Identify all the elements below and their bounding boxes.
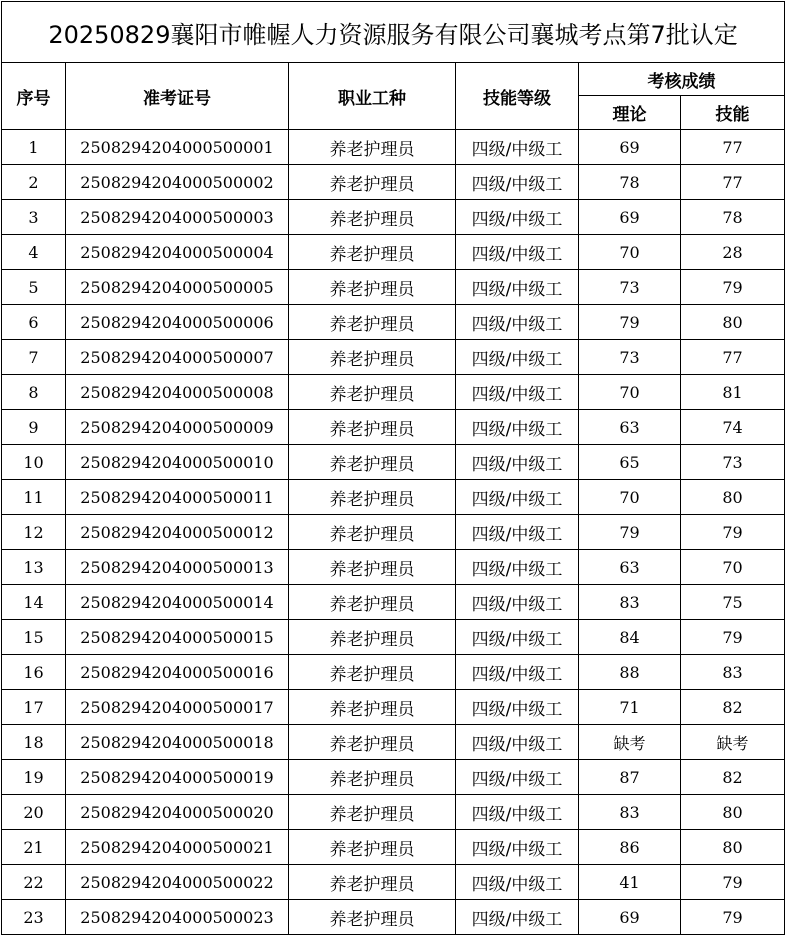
table-row (2, 585, 785, 620)
cell-exam-id: 2508294204000500023 (66, 900, 289, 935)
cell-skill-level: 四级/中级工 (456, 830, 579, 865)
cell-seq: 5 (2, 270, 66, 305)
header-assessment: 考核成绩 (579, 63, 785, 96)
cell-occupation: 养老护理员 (289, 340, 456, 375)
table-row (2, 830, 785, 865)
cell-skill-score: 77 (681, 165, 785, 200)
cell-exam-id: 2508294204000500011 (66, 480, 289, 515)
cell-exam-id: 2508294204000500001 (66, 130, 289, 165)
cell-seq: 2 (2, 165, 66, 200)
table-row (2, 760, 785, 795)
cell-exam-id: 2508294204000500006 (66, 305, 289, 340)
table-row (2, 865, 785, 900)
cell-exam-id: 2508294204000500018 (66, 725, 289, 760)
cell-occupation: 养老护理员 (289, 760, 456, 795)
cell-skill-level: 四级/中级工 (456, 760, 579, 795)
cell-occupation: 养老护理员 (289, 690, 456, 725)
table-row (2, 235, 785, 270)
cell-exam-id: 2508294204000500017 (66, 690, 289, 725)
cell-exam-id: 2508294204000500009 (66, 410, 289, 445)
cell-skill-score: 77 (681, 340, 785, 375)
header-seq: 序号 (2, 63, 66, 130)
cell-skill-score: 75 (681, 585, 785, 620)
cell-exam-id: 2508294204000500002 (66, 165, 289, 200)
cell-seq: 3 (2, 200, 66, 235)
cell-occupation: 养老护理员 (289, 550, 456, 585)
cell-skill-score: 74 (681, 410, 785, 445)
cell-theory-score: 73 (579, 270, 681, 305)
cell-skill-score: 79 (681, 900, 785, 935)
cell-skill-score: 缺考 (681, 725, 785, 760)
cell-skill-level: 四级/中级工 (456, 340, 579, 375)
cell-skill-level: 四级/中级工 (456, 445, 579, 480)
table-row (2, 725, 785, 760)
cell-skill-level: 四级/中级工 (456, 480, 579, 515)
cell-seq: 11 (2, 480, 66, 515)
cell-seq: 23 (2, 900, 66, 935)
table-row (2, 795, 785, 830)
cell-seq: 14 (2, 585, 66, 620)
cell-skill-level: 四级/中级工 (456, 515, 579, 550)
cell-skill-level: 四级/中级工 (456, 690, 579, 725)
cell-exam-id: 2508294204000500022 (66, 865, 289, 900)
cell-occupation: 养老护理员 (289, 375, 456, 410)
cell-occupation: 养老护理员 (289, 900, 456, 935)
cell-skill-score: 80 (681, 830, 785, 865)
cell-skill-score: 80 (681, 795, 785, 830)
cell-skill-score: 79 (681, 620, 785, 655)
cell-seq: 13 (2, 550, 66, 585)
cell-skill-level: 四级/中级工 (456, 550, 579, 585)
cell-theory-score: 87 (579, 760, 681, 795)
cell-occupation: 养老护理员 (289, 200, 456, 235)
cell-theory-score: 63 (579, 410, 681, 445)
cell-theory-score: 69 (579, 200, 681, 235)
table-row (2, 165, 785, 200)
cell-skill-score: 82 (681, 690, 785, 725)
cell-occupation: 养老护理员 (289, 270, 456, 305)
cell-theory-score: 69 (579, 900, 681, 935)
cell-skill-score: 70 (681, 550, 785, 585)
title-row (2, 2, 785, 63)
cell-exam-id: 2508294204000500005 (66, 270, 289, 305)
cell-seq: 17 (2, 690, 66, 725)
cell-seq: 16 (2, 655, 66, 690)
cell-occupation: 养老护理员 (289, 410, 456, 445)
cell-exam-id: 2508294204000500012 (66, 515, 289, 550)
cell-skill-level: 四级/中级工 (456, 410, 579, 445)
cell-occupation: 养老护理员 (289, 620, 456, 655)
cell-seq: 20 (2, 795, 66, 830)
cell-skill-level: 四级/中级工 (456, 235, 579, 270)
table-row (2, 130, 785, 165)
score-table (1, 1, 785, 935)
cell-theory-score: 78 (579, 165, 681, 200)
cell-skill-level: 四级/中级工 (456, 200, 579, 235)
cell-occupation: 养老护理员 (289, 515, 456, 550)
cell-theory-score: 63 (579, 550, 681, 585)
cell-exam-id: 2508294204000500010 (66, 445, 289, 480)
cell-skill-score: 79 (681, 865, 785, 900)
cell-skill-level: 四级/中级工 (456, 165, 579, 200)
cell-occupation: 养老护理员 (289, 480, 456, 515)
cell-exam-id: 2508294204000500020 (66, 795, 289, 830)
cell-exam-id: 2508294204000500016 (66, 655, 289, 690)
cell-seq: 1 (2, 130, 66, 165)
cell-exam-id: 2508294204000500015 (66, 620, 289, 655)
table-row (2, 410, 785, 445)
cell-skill-level: 四级/中级工 (456, 900, 579, 935)
cell-skill-level: 四级/中级工 (456, 375, 579, 410)
header-occupation: 职业工种 (289, 63, 456, 130)
cell-skill-score: 28 (681, 235, 785, 270)
cell-skill-score: 82 (681, 760, 785, 795)
table-row (2, 200, 785, 235)
table-row (2, 445, 785, 480)
cell-theory-score: 73 (579, 340, 681, 375)
cell-theory-score: 69 (579, 130, 681, 165)
cell-theory-score: 41 (579, 865, 681, 900)
cell-exam-id: 2508294204000500007 (66, 340, 289, 375)
table-row (2, 900, 785, 935)
cell-exam-id: 2508294204000500004 (66, 235, 289, 270)
page-title: 20250829襄阳市帷幄人力资源服务有限公司襄城考点第7批认定 (2, 2, 785, 63)
cell-skill-level: 四级/中级工 (456, 130, 579, 165)
cell-skill-score: 73 (681, 445, 785, 480)
cell-seq: 8 (2, 375, 66, 410)
cell-exam-id: 2508294204000500013 (66, 550, 289, 585)
table-row (2, 340, 785, 375)
table-row (2, 690, 785, 725)
cell-theory-score: 70 (579, 480, 681, 515)
table-row (2, 270, 785, 305)
cell-skill-score: 78 (681, 200, 785, 235)
cell-skill-level: 四级/中级工 (456, 305, 579, 340)
cell-theory-score: 83 (579, 585, 681, 620)
cell-skill-score: 80 (681, 480, 785, 515)
table-row (2, 515, 785, 550)
header-theory: 理论 (579, 96, 681, 130)
cell-seq: 22 (2, 865, 66, 900)
cell-occupation: 养老护理员 (289, 165, 456, 200)
cell-skill-level: 四级/中级工 (456, 795, 579, 830)
cell-exam-id: 2508294204000500003 (66, 200, 289, 235)
cell-theory-score: 88 (579, 655, 681, 690)
table-row (2, 655, 785, 690)
table-row (2, 620, 785, 655)
cell-theory-score: 84 (579, 620, 681, 655)
table-row (2, 480, 785, 515)
cell-skill-level: 四级/中级工 (456, 620, 579, 655)
cell-seq: 18 (2, 725, 66, 760)
cell-occupation: 养老护理员 (289, 235, 456, 270)
cell-skill-level: 四级/中级工 (456, 865, 579, 900)
cell-skill-score: 79 (681, 515, 785, 550)
cell-theory-score: 70 (579, 375, 681, 410)
table-row (2, 550, 785, 585)
cell-skill-score: 81 (681, 375, 785, 410)
cell-skill-level: 四级/中级工 (456, 585, 579, 620)
cell-occupation: 养老护理员 (289, 795, 456, 830)
cell-skill-score: 79 (681, 270, 785, 305)
cell-theory-score: 缺考 (579, 725, 681, 760)
cell-skill-level: 四级/中级工 (456, 270, 579, 305)
header-exam-id: 准考证号 (66, 63, 289, 130)
cell-occupation: 养老护理员 (289, 830, 456, 865)
cell-skill-level: 四级/中级工 (456, 655, 579, 690)
header-skill-level: 技能等级 (456, 63, 579, 130)
cell-occupation: 养老护理员 (289, 130, 456, 165)
header-skill: 技能 (681, 96, 785, 130)
cell-theory-score: 83 (579, 795, 681, 830)
cell-seq: 7 (2, 340, 66, 375)
cell-seq: 12 (2, 515, 66, 550)
cell-occupation: 养老护理员 (289, 445, 456, 480)
cell-occupation: 养老护理员 (289, 585, 456, 620)
cell-skill-score: 80 (681, 305, 785, 340)
cell-occupation: 养老护理员 (289, 865, 456, 900)
cell-exam-id: 2508294204000500014 (66, 585, 289, 620)
cell-seq: 19 (2, 760, 66, 795)
cell-seq: 21 (2, 830, 66, 865)
cell-occupation: 养老护理员 (289, 655, 456, 690)
cell-theory-score: 70 (579, 235, 681, 270)
cell-skill-level: 四级/中级工 (456, 725, 579, 760)
cell-theory-score: 79 (579, 305, 681, 340)
cell-theory-score: 86 (579, 830, 681, 865)
cell-seq: 4 (2, 235, 66, 270)
cell-theory-score: 79 (579, 515, 681, 550)
table-header (2, 2, 785, 130)
cell-skill-score: 77 (681, 130, 785, 165)
table-row (2, 305, 785, 340)
cell-exam-id: 2508294204000500008 (66, 375, 289, 410)
cell-occupation: 养老护理员 (289, 725, 456, 760)
cell-theory-score: 71 (579, 690, 681, 725)
cell-exam-id: 2508294204000500021 (66, 830, 289, 865)
table-row (2, 375, 785, 410)
cell-seq: 10 (2, 445, 66, 480)
table-body (2, 130, 785, 935)
cell-theory-score: 65 (579, 445, 681, 480)
cell-skill-score: 83 (681, 655, 785, 690)
cell-seq: 15 (2, 620, 66, 655)
cell-occupation: 养老护理员 (289, 305, 456, 340)
header-row-1 (2, 63, 785, 96)
cell-seq: 9 (2, 410, 66, 445)
cell-exam-id: 2508294204000500019 (66, 760, 289, 795)
cell-seq: 6 (2, 305, 66, 340)
